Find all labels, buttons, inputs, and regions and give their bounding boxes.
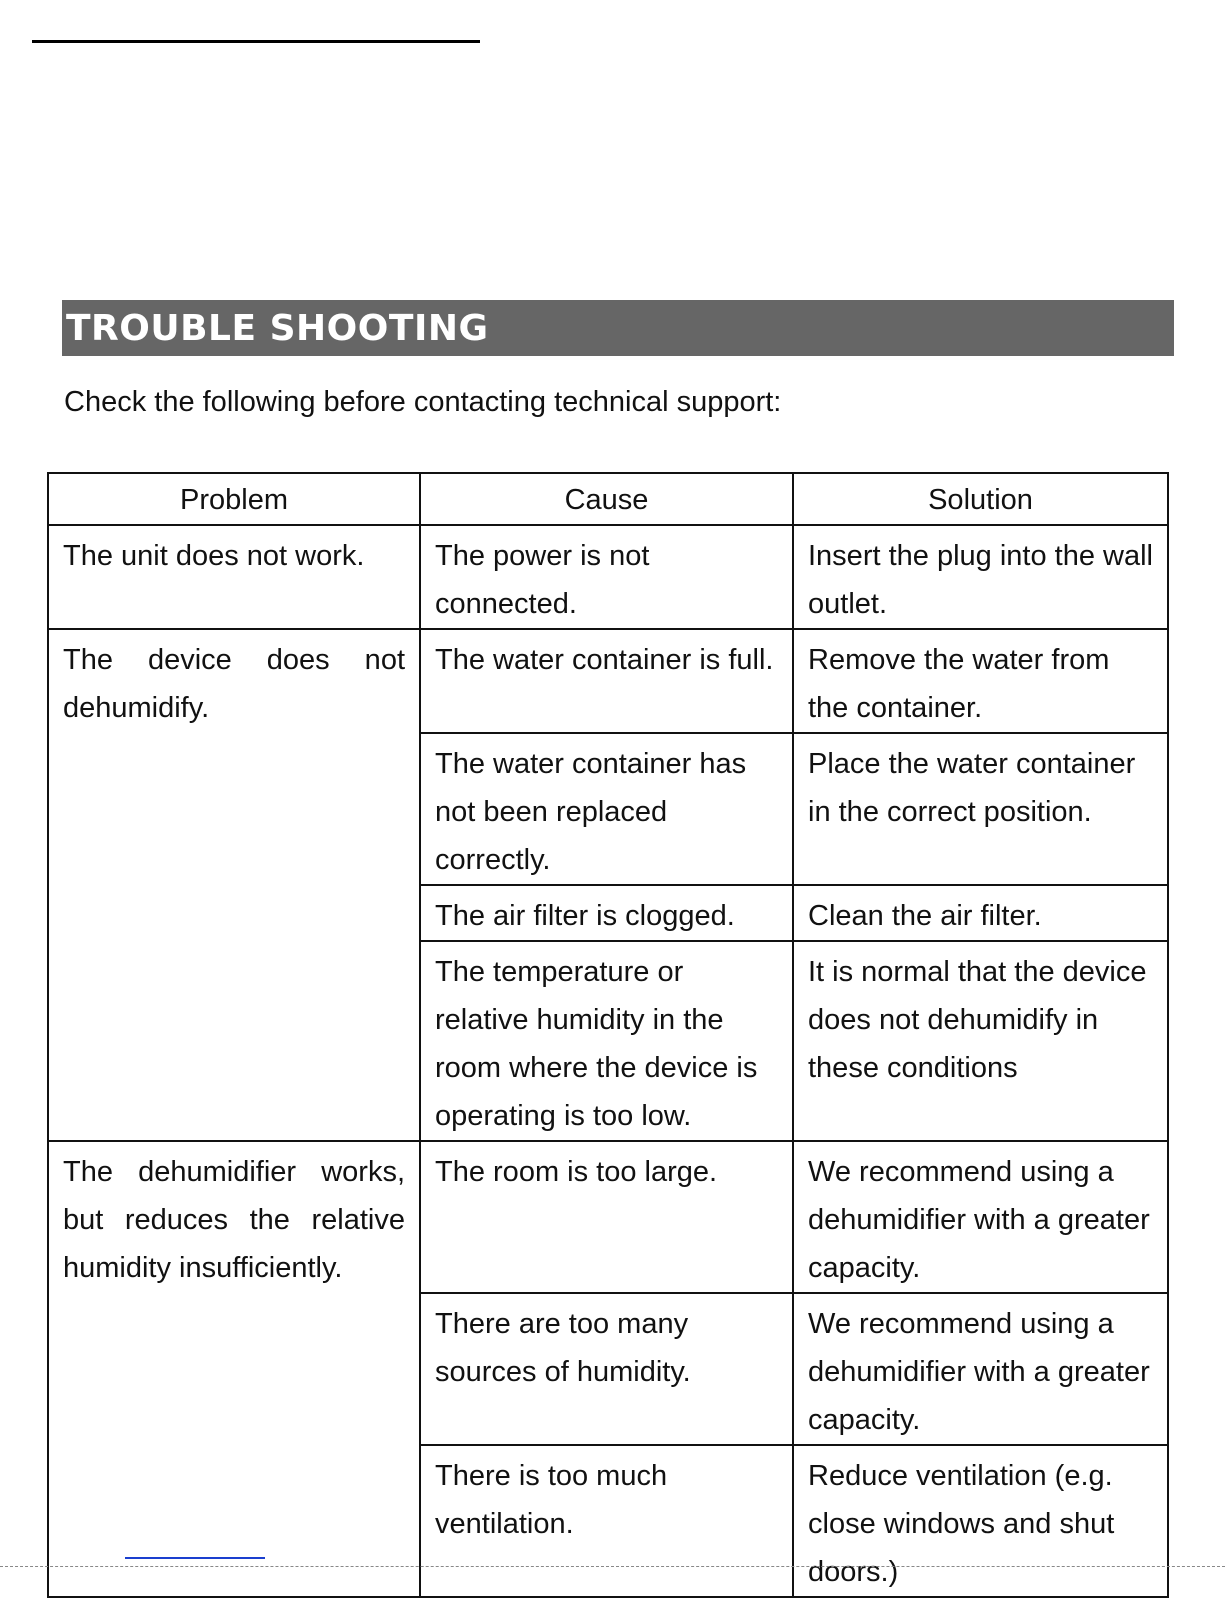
cause-cell: The air filter is clogged. [420, 885, 793, 941]
solution-cell: Clean the air filter. [793, 885, 1168, 941]
solution-cell: We recommend using a dehumidifier with a greater capacity. [793, 1293, 1168, 1445]
troubleshooting-table [47, 472, 1169, 1598]
problem-cell: The dehumidifier works, but reduces the relative humidity insufficiently. [48, 1141, 420, 1597]
cause-cell: The temperature or relative humidity in the room where the device is operating is too low. [420, 941, 793, 1141]
solution-cell: Reduce ventilation (e.g. close windows and shut doors.) [793, 1445, 1168, 1597]
solution-cell: Remove the water from the container. [793, 629, 1168, 733]
cause-cell: The room is too large. [420, 1141, 793, 1293]
section-title: TROUBLE SHOOTING [66, 307, 489, 349]
intro-text: Check the following before contacting technical support: [64, 386, 782, 418]
problem-cell: The device does not dehumidify. [48, 629, 420, 1141]
table-header-row [48, 473, 1168, 525]
page-bottom-divider [0, 1566, 1225, 1567]
table-row [48, 525, 1168, 629]
section-header-bar [62, 300, 1174, 356]
cause-cell: The power is not connected. [420, 525, 793, 629]
table-row [48, 1141, 1168, 1293]
solution-cell: Insert the plug into the wall outlet. [793, 525, 1168, 629]
header-rule [32, 40, 480, 43]
header-problem: Problem [48, 473, 420, 525]
footer-link-underline [125, 1557, 265, 1559]
header-solution: Solution [793, 473, 1168, 525]
cause-cell: There is too much ventilation. [420, 1445, 793, 1597]
header-cause: Cause [420, 473, 793, 525]
cause-cell: The water container has not been replaced correctly. [420, 733, 793, 885]
solution-cell: We recommend using a dehumidifier with a greater capacity. [793, 1141, 1168, 1293]
problem-cell: The unit does not work. [48, 525, 420, 629]
solution-cell: It is normal that the device does not dehumidify in these conditions [793, 941, 1168, 1141]
cause-cell: The water container is full. [420, 629, 793, 733]
table-row [48, 629, 1168, 733]
cause-cell: There are too many sources of humidity. [420, 1293, 793, 1445]
solution-cell: Place the water container in the correct position. [793, 733, 1168, 885]
